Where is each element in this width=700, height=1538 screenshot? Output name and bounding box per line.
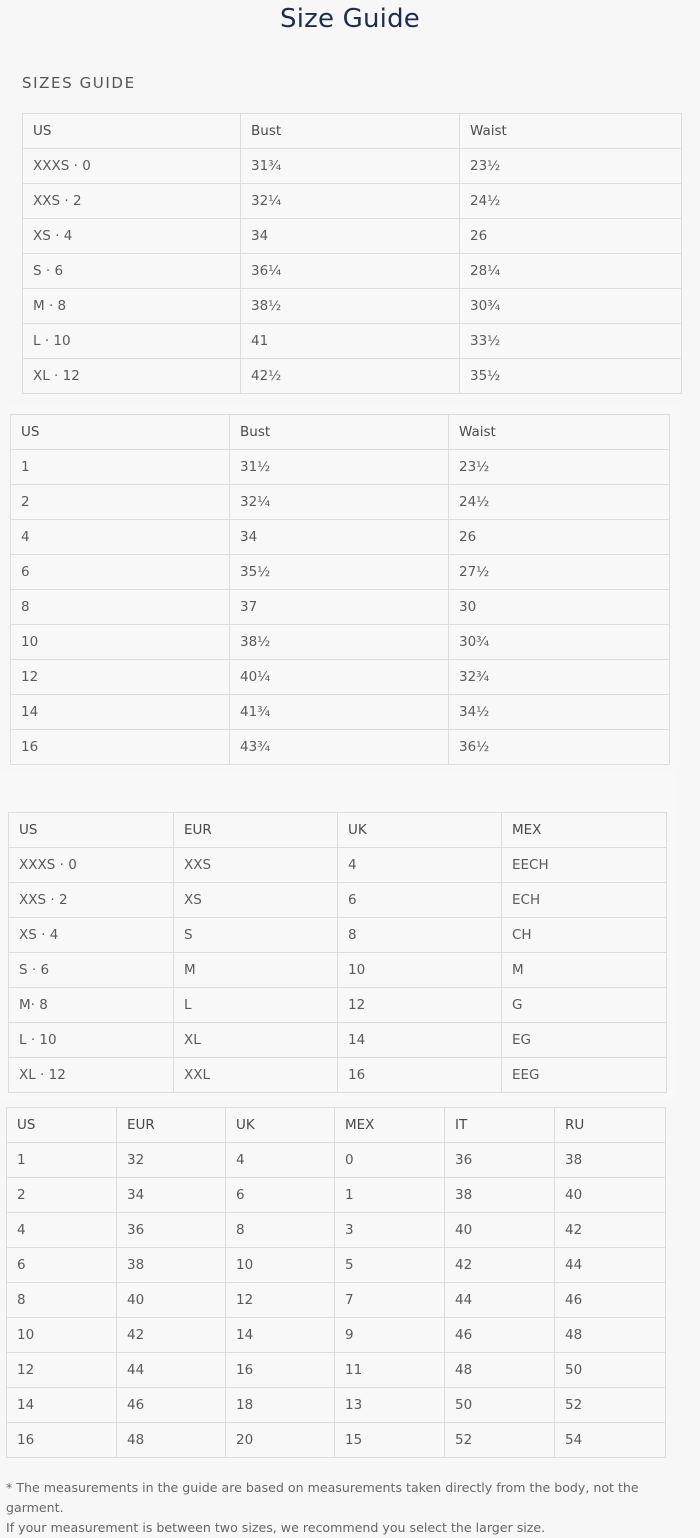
column-header: Bust: [241, 114, 460, 149]
column-header: US: [23, 114, 241, 149]
column-header: UK: [338, 813, 502, 848]
equivalent-sizes-table-1: [8, 812, 667, 1093]
table-cell: 6: [11, 555, 230, 590]
table-cell: 24½: [449, 485, 670, 520]
column-header: Waist: [460, 114, 682, 149]
table-cell: XL · 12: [9, 1058, 174, 1093]
sizes-guide-table-1-body: [23, 114, 682, 394]
table-cell: XXS · 2: [9, 883, 174, 918]
table-cell: 26: [460, 219, 682, 254]
table-cell: 35½: [460, 359, 682, 394]
table-row: [23, 289, 682, 324]
table-cell: 41: [241, 324, 460, 359]
table-cell: 10: [226, 1248, 335, 1283]
table-header-row: [7, 1108, 666, 1143]
table-cell: 14: [11, 695, 230, 730]
table-cell: 10: [338, 953, 502, 988]
table-cell: 31¾: [241, 149, 460, 184]
table-cell: 13: [335, 1388, 445, 1423]
table-cell: M· 8: [9, 988, 174, 1023]
table-cell: XXXS · 0: [9, 848, 174, 883]
sizes-guide-table-2-body: [11, 415, 670, 765]
table-cell: 30¾: [449, 625, 670, 660]
column-header: US: [11, 415, 230, 450]
table-cell: 10: [11, 625, 230, 660]
table-cell: 30: [449, 590, 670, 625]
table-row: [11, 555, 670, 590]
table-cell: G: [502, 988, 667, 1023]
table-cell: 0: [335, 1143, 445, 1178]
footnote: [6, 1478, 696, 1538]
table-cell: M: [502, 953, 667, 988]
table-cell: 27½: [449, 555, 670, 590]
table-cell: 36¼: [241, 254, 460, 289]
table-row: [7, 1248, 666, 1283]
table-cell: 42: [445, 1248, 555, 1283]
table-cell: 16: [7, 1423, 117, 1458]
table-cell: 50: [445, 1388, 555, 1423]
table-cell: 38½: [230, 625, 449, 660]
table-cell: 1: [335, 1178, 445, 1213]
table-row: [7, 1283, 666, 1318]
table-cell: 6: [226, 1178, 335, 1213]
equivalent-sizes-table-2-body: [7, 1108, 666, 1458]
table-row: [11, 660, 670, 695]
table-cell: 32: [117, 1143, 226, 1178]
table-row: [7, 1213, 666, 1248]
table-header-row: [11, 415, 670, 450]
table-cell: 44: [555, 1248, 666, 1283]
table-cell: 1: [7, 1143, 117, 1178]
table-cell: 46: [117, 1388, 226, 1423]
table-cell: 48: [445, 1353, 555, 1388]
table-cell: 4: [226, 1143, 335, 1178]
table-cell: 48: [117, 1423, 226, 1458]
table-cell: 12: [11, 660, 230, 695]
table-cell: 40: [555, 1178, 666, 1213]
table-row: [9, 848, 667, 883]
table-cell: 37: [230, 590, 449, 625]
table-cell: 20: [226, 1423, 335, 1458]
table-cell: 32¼: [241, 184, 460, 219]
column-header: UK: [226, 1108, 335, 1143]
table-cell: M · 8: [23, 289, 241, 324]
table-cell: S: [174, 918, 338, 953]
table-cell: 14: [7, 1388, 117, 1423]
table-cell: 35½: [230, 555, 449, 590]
table-row: [23, 359, 682, 394]
footnote-line-1: * The measurements in the guide are based on measurements taken directly from the body, not the garment.: [6, 1480, 639, 1515]
column-header: MEX: [502, 813, 667, 848]
column-header: EUR: [117, 1108, 226, 1143]
table-cell: 42: [555, 1213, 666, 1248]
table-row: [11, 695, 670, 730]
table-cell: S · 6: [9, 953, 174, 988]
table-header-row: [9, 813, 667, 848]
table-cell: CH: [502, 918, 667, 953]
table-cell: 38½: [241, 289, 460, 324]
table-cell: 8: [11, 590, 230, 625]
table-cell: 46: [555, 1283, 666, 1318]
table-row: [11, 520, 670, 555]
table-row: [7, 1143, 666, 1178]
table-row: [9, 988, 667, 1023]
table-row: [11, 485, 670, 520]
column-header: MEX: [335, 1108, 445, 1143]
table-cell: 12: [226, 1283, 335, 1318]
table-cell: 34: [117, 1178, 226, 1213]
table-cell: 6: [338, 883, 502, 918]
table-row: [11, 450, 670, 485]
table-cell: 10: [7, 1318, 117, 1353]
table-cell: 18: [226, 1388, 335, 1423]
table-cell: 30¾: [460, 289, 682, 324]
table-cell: 23½: [449, 450, 670, 485]
table-cell: XXS · 2: [23, 184, 241, 219]
column-header: IT: [445, 1108, 555, 1143]
table-cell: 32¼: [230, 485, 449, 520]
table-cell: 33½: [460, 324, 682, 359]
table-cell: 5: [335, 1248, 445, 1283]
equivalent-sizes-table-1-body: [9, 813, 667, 1093]
table-header-row: [23, 114, 682, 149]
column-header: EUR: [174, 813, 338, 848]
table-cell: 42: [117, 1318, 226, 1353]
table-cell: 12: [338, 988, 502, 1023]
table-cell: XXL: [174, 1058, 338, 1093]
table-row: [7, 1353, 666, 1388]
table-cell: 50: [555, 1353, 666, 1388]
table-row: [23, 219, 682, 254]
table-row: [11, 730, 670, 765]
table-cell: 14: [338, 1023, 502, 1058]
table-cell: EECH: [502, 848, 667, 883]
table-row: [23, 149, 682, 184]
table-cell: 48: [555, 1318, 666, 1353]
table-cell: 12: [7, 1353, 117, 1388]
table-cell: 15: [335, 1423, 445, 1458]
table-cell: XXXS · 0: [23, 149, 241, 184]
page-title: Size Guide: [280, 4, 420, 34]
table-cell: 23½: [460, 149, 682, 184]
column-header: US: [7, 1108, 117, 1143]
table-cell: XS · 4: [9, 918, 174, 953]
table-cell: 44: [117, 1353, 226, 1388]
table-cell: 8: [7, 1283, 117, 1318]
table-cell: 16: [226, 1353, 335, 1388]
table-cell: 14: [226, 1318, 335, 1353]
table-cell: 8: [226, 1213, 335, 1248]
table-row: [11, 625, 670, 660]
table-cell: 16: [338, 1058, 502, 1093]
table-row: [7, 1318, 666, 1353]
table-cell: XL: [174, 1023, 338, 1058]
table-cell: 34½: [449, 695, 670, 730]
table-cell: M: [174, 953, 338, 988]
table-cell: 9: [335, 1318, 445, 1353]
table-cell: 11: [335, 1353, 445, 1388]
table-cell: XL · 12: [23, 359, 241, 394]
table-cell: S · 6: [23, 254, 241, 289]
table-cell: 43¾: [230, 730, 449, 765]
table-row: [9, 883, 667, 918]
table-cell: 44: [445, 1283, 555, 1318]
column-header: RU: [555, 1108, 666, 1143]
table-cell: 4: [11, 520, 230, 555]
table-cell: 8: [338, 918, 502, 953]
table-cell: 2: [11, 485, 230, 520]
table-cell: 36½: [449, 730, 670, 765]
table-cell: 31½: [230, 450, 449, 485]
table-cell: 52: [555, 1388, 666, 1423]
table-cell: 7: [335, 1283, 445, 1318]
column-header: Waist: [449, 415, 670, 450]
table-cell: EG: [502, 1023, 667, 1058]
sizes-guide-table-2: [10, 414, 670, 765]
column-header: Bust: [230, 415, 449, 450]
table-cell: L · 10: [9, 1023, 174, 1058]
table-row: [23, 184, 682, 219]
table-cell: 52: [445, 1423, 555, 1458]
table-cell: 3: [335, 1213, 445, 1248]
table-row: [7, 1423, 666, 1458]
table-cell: 28¼: [460, 254, 682, 289]
table-cell: 40: [445, 1213, 555, 1248]
table-row: [9, 918, 667, 953]
table-row: [23, 324, 682, 359]
table-cell: XS · 4: [23, 219, 241, 254]
table-cell: 36: [117, 1213, 226, 1248]
table-cell: 36: [445, 1143, 555, 1178]
table-cell: 1: [11, 450, 230, 485]
sizes-guide-table-1: [22, 113, 682, 394]
table-cell: ECH: [502, 883, 667, 918]
table-cell: 34: [241, 219, 460, 254]
table-cell: 42½: [241, 359, 460, 394]
table-row: [9, 1023, 667, 1058]
table-row: [11, 590, 670, 625]
table-cell: 32¾: [449, 660, 670, 695]
table-cell: 41¾: [230, 695, 449, 730]
table-cell: 38: [555, 1143, 666, 1178]
table-row: [7, 1178, 666, 1213]
table-cell: 46: [445, 1318, 555, 1353]
table-cell: 40: [117, 1283, 226, 1318]
table-cell: EEG: [502, 1058, 667, 1093]
table-cell: 4: [338, 848, 502, 883]
table-cell: 6: [7, 1248, 117, 1283]
column-header: US: [9, 813, 174, 848]
table-cell: 38: [117, 1248, 226, 1283]
table-cell: XXS: [174, 848, 338, 883]
table-cell: 4: [7, 1213, 117, 1248]
table-cell: 54: [555, 1423, 666, 1458]
table-cell: 2: [7, 1178, 117, 1213]
table-cell: 16: [11, 730, 230, 765]
table-cell: XS: [174, 883, 338, 918]
table-row: [9, 953, 667, 988]
table-row: [23, 254, 682, 289]
table-cell: 40¼: [230, 660, 449, 695]
equivalent-sizes-table-2: [6, 1107, 666, 1458]
table-cell: 24½: [460, 184, 682, 219]
table-cell: L: [174, 988, 338, 1023]
table-cell: 26: [449, 520, 670, 555]
table-row: [9, 1058, 667, 1093]
table-cell: 34: [230, 520, 449, 555]
sizes-guide-heading: SIZES GUIDE: [22, 74, 136, 92]
table-cell: L · 10: [23, 324, 241, 359]
table-cell: 38: [445, 1178, 555, 1213]
table-row: [7, 1388, 666, 1423]
footnote-line-2: If your measurement is between two sizes, we recommend you select the larger size.: [6, 1520, 546, 1535]
